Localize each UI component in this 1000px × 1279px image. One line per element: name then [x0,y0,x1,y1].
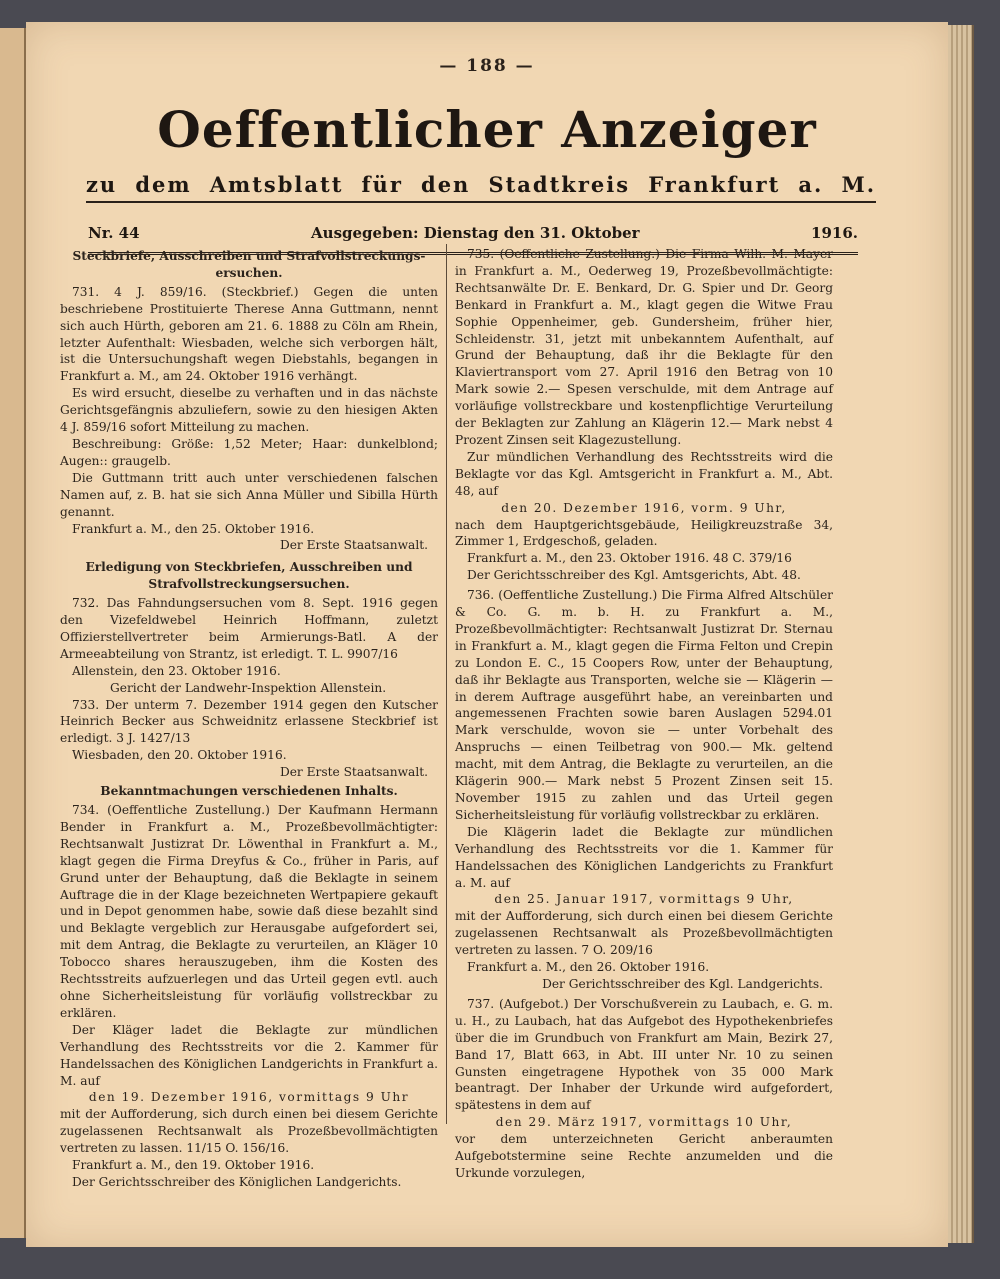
notice-734-summons: Der Kläger ladet die Beklagte zur mündlichen Verhandlung des Rechtsstreits vor die 2. Kammer für Handelssachen des Königlichen Landgerichts in Frankfurt a. M. auf [60,1022,438,1088]
notice-732-place: Allenstein, den 23. Oktober 1916. [72,663,281,678]
notice-732-text: 732. Das Fahndungsersuchen vom 8. Sept. 1916 gegen den Vizefeldwebel Heinrich Hoffmann, zuletzt Offizierstellvertreter beim Armierungs-Batl. A der Armeeabteilung von Strantz, ist erledigt. T. L. 9907/16 [60,596,438,661]
section-heading-announcements: Bekanntmachungen verschiedenen Inhalts. [100,784,398,799]
notice-735-location: nach dem Hauptgerichtsgebäude, Heiligkreuzstraße 34, Zimmer 1, Erdgeschoß, geladen. [455,517,833,549]
notice-731-description: Beschreibung: Größe: 1,52 Meter; Haar: dunkelblond; Augen:: graugelb. [60,436,438,468]
notice-735-summons: Zur mündlichen Verhandlung des Rechtsstreits wird die Beklagte vor das Kgl. Amtsgericht in Frankfurt a. M., Abt. 48, auf [455,449,833,498]
notice-734-date: den 19. Dezember 1916, vormittags 9 Uhr [88,1090,410,1105]
notice-736-signature: Der Gerichtsschreiber des Kgl. Landgerichts. [542,976,823,991]
section-heading-warrants: Steckbriefe, Ausschreiben und Strafvollstreckungs-ersuchen. [72,249,426,280]
right-column [455,246,833,1182]
masthead-subtitle: zu dem Amtsblatt für den Stadtkreis Frankfurt a. M. [86,172,876,203]
notice-731-signature: Der Erste Staatsanwalt. [279,538,428,553]
masthead-title: Oeffentlicher Anzeiger [157,100,817,159]
section-heading-settled: Erledigung von Steckbriefen, Ausschreiben und Strafvollstreckungsersuchen. [85,560,413,592]
notice-734-place: Frankfurt a. M., den 19. Oktober 1916. [72,1158,315,1173]
notice-737-text: 737. (Aufgebot.) Der Vorschußverein zu Laubach, e. G. m. u. H., zu Laubach, hat das Aufgebot des Hypothekenbriefes über die im Grundbuch von Frankfurt am Main, Bezirk 27, Band 17, Blatt 663, in Abt. III unter Nr. 10 zu seinen Gunsten eingetragene Hypothek von 35 000 Mark beantragt. Der Inhaber der Urkunde wird aufgefordert, spätestens in dem auf [455,996,833,1113]
notice-735-text: 735. (Oeffentliche Zustellung.) Die Firma Wilh. M. Mayer in Frankfurt a. M., Oederweg 19, Prozeßbevollmächtigte: Rechtsanwälte Dr. E. Benkard, Dr. G. Spier und Dr. Georg Benkard in Frankfurt a. M., klagt gegen die Witwe Frau Sophie Oppenheimer, geb. Gundersheim, früher hier, Schleidenstr. 31, jetzt mit unbekanntem Aufenthalt, auf Grund der Behauptung, daß ihr die Beklagte für den Klaviertransport vom 27. April 1916 den Betrag von 10 Mark sowie 2.— Spesen verschulde, mit dem Antrage auf vorläufige vollstreckbare und kostenpflichtige Verurteilung der Beklagten zur Zahlung an Klägerin 12.— Mark nebst 4 Prozent Zinsen seit Klagezustellung. [455,247,833,447]
issue-number: Nr. 44 [88,224,140,242]
notice-736-instruction: mit der Aufforderung, sich durch einen bei diesem Gerichte zugelassenen Rechtsanwalt als Prozeßbevollmächtigten vertreten zu lassen. 7 O. 209/16 [455,909,833,958]
adjacent-page-edge [0,28,26,1238]
notice-735-place: Frankfurt a. M., den 23. Oktober 1916. 48 C. 379/16 [467,551,792,566]
notice-734-text: 734. (Oeffentliche Zustellung.) Der Kaufmann Hermann Bender in Frankfurt a. M., Prozeßbevollmächtigter: Rechtsanwalt Justizrat Dr. Löwenthal in Frankfurt a. M., klagt gegen die Firma Dreyfus & Co., früher in Paris, auf Grund unter der Behauptung, daß die Beklagte in seinem Auftrage die in der Klage bezeichneten Wertpapiere gekauft und in Depot genommen habe, sowie daß diese bezahlt sind und Beklagte vergeblich zur Herausgabe aufgefordert sei, mit dem Antrag, die Beklagte zu verurteilen, an Kläger 10 Tobocco shares herauszugeben, ihm die Kosten des Rechtsstreits aufzuerlegen und das Urteil gegen evtl. auch ohne Sicherheitsleistung für vorläufig vollstreckbar zu erklären. [60,803,438,1020]
notice-732-signature: Gericht der Landwehr-Inspektion Allenstein. [110,680,387,695]
left-column [60,246,438,1191]
notice-735-signature: Der Gerichtsschreiber des Kgl. Amtsgerichts, Abt. 48. [467,568,801,583]
notice-731-text: 731. 4 J. 859/16. (Steckbrief.) Gegen die unten beschriebene Prostituierte Therese Anna Guttmann, nennt sich auch Hürth, geboren am 21. 6. 1888 zu Cöln am Rhein, letzter Aufenthalt: Wiesbaden, welche sich verborgen hält, ist die Untersuchungshaft wegen Diebstahls, begangen in Frankfurt a. M., am 24. Oktober 1916 verhängt. [60,284,438,384]
notice-733-place: Wiesbaden, den 20. Oktober 1916. [72,748,287,763]
notice-731-aliases: Die Guttmann tritt auch unter verschiedenen falschen Namen auf, z. B. hat sie sich Anna Müller und Sibilla Hürth genannt. [60,470,438,519]
notice-733-signature: Der Erste Staatsanwalt. [279,765,428,780]
issue-line [88,224,858,242]
notice-731-request: Es wird ersucht, dieselbe zu verhaften und in das nächste Gerichtsgefängnis abzuliefern, sowie zu den hiesigen Akten 4 J. 859/16 sofort Mitteilung zu machen. [60,386,438,435]
notice-736-place: Frankfurt a. M., den 26. Oktober 1916. [467,960,710,975]
page-number: — 188 — [439,56,535,76]
notice-734-instruction: mit der Aufforderung, sich durch einen bei diesem Gerichte zugelassenen Rechtsanwalt als Prozeßbevollmächtigten vertreten zu lassen. 11/15 O. 156/16. [60,1107,438,1156]
notice-736-summons: Die Klägerin ladet die Beklagte zur mündlichen Verhandlung des Rechtsstreits vor die 1. Kammer für Handelssachen des Königlichen Landgerichts zu Frankfurt a. M. auf [455,824,833,890]
notice-737-date: den 29. März 1917, vormittags 10 Uhr, [495,1115,793,1130]
notice-736-text: 736. (Oeffentliche Zustellung.) Die Firma Alfred Altschüler & Co. G. m. b. H. zu Frankfurt a. M., Prozeßbevollmächtigter: Rechtsanwalt Justizrat Dr. Sternau in Frankfurt a. M., klagt gegen die Firma Felton und Crepin zu London E. C., 15 Coopers Row, unter der Behauptung, daß ihr Beklagte aus Transporten, welche sie — Klägerin — in derem Auftrage ausgeführt habe, an vereinbarten und angemessenen Frachten sowie baren Auslagen 5294.01 Mark verschulde, wovon sie — unter Vorbehalt des Anspruchs — einen Teilbetrag von 900.— Mk. geltend macht, mit dem Antrag, die Beklagte zu verurteilen, an die Klägerin 900.— Mark nebst 5 Prozent Zinsen seit 15. November 1915 zu zahlen und das Urteil gegen Sicherheitsleistung für vorläufig vollstreckbar zu erklären. [455,588,833,822]
notice-737-instruction: vor dem unterzeichneten Gericht anberaumten Aufgebotstermine seine Rechte anzumelden und die Urkunde vorzulegen, [455,1132,833,1180]
notice-733-text: 733. Der unterm 7. Dezember 1914 gegen den Kutscher Heinrich Becker aus Schweidnitz erlassene Steckbrief ist erledigt. 3 J. 1427/13 [60,697,438,746]
notice-731-place: Frankfurt a. M., den 25. Oktober 1916. [72,521,315,536]
issue-year: 1916. [811,224,858,242]
book-page-stack [948,25,974,1243]
notice-734-signature: Der Gerichtsschreiber des Königlichen Landgerichts. [72,1174,402,1189]
issue-date: Ausgegeben: Dienstag den 31. Oktober [311,224,640,242]
column-divider [446,244,447,1124]
notice-735-date: den 20. Dezember 1916, vorm. 9 Uhr, [501,500,787,515]
notice-736-date: den 25. Januar 1917, vormittags 9 Uhr, [494,892,794,907]
